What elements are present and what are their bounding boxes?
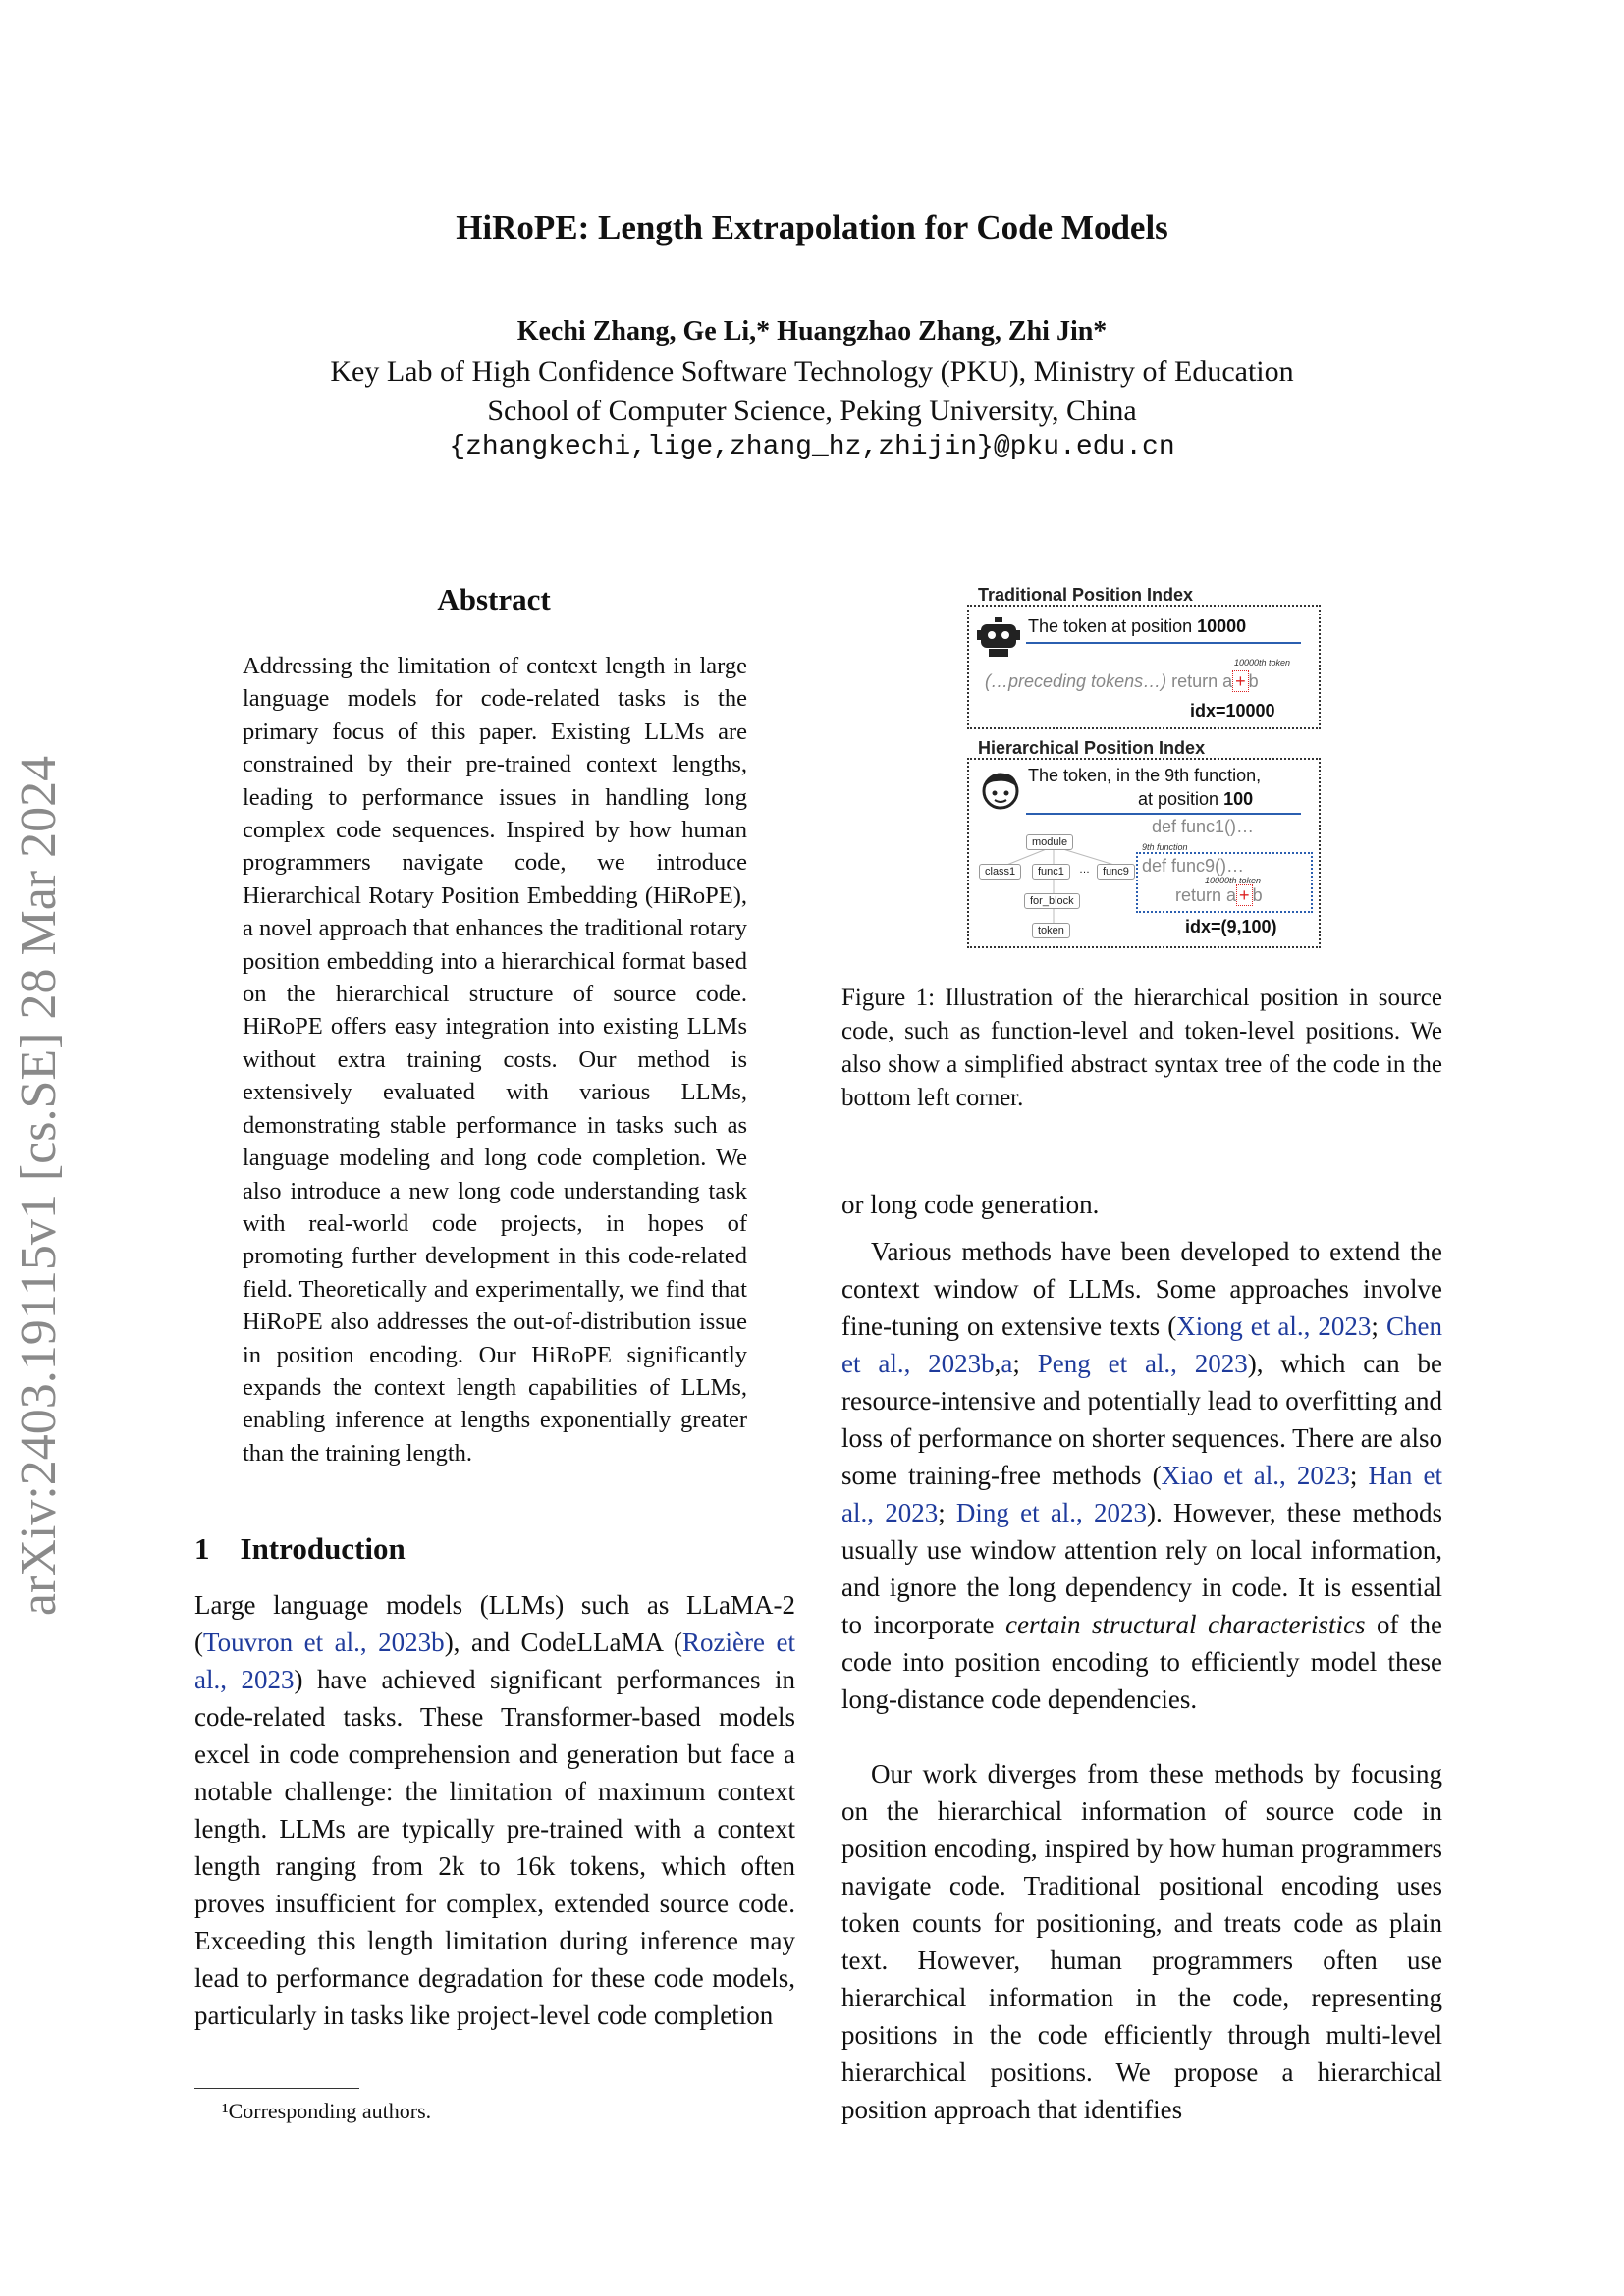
paper-title: HiRoPE: Length Extrapolation for Code Models (456, 208, 1168, 246)
citation-link[interactable]: Chen et al., 2023b (841, 1311, 1442, 1378)
introduction-paragraph: Large language models (LLMs) such as LLaMA-2 (Touvron et al., 2023b), and CodeLLaMA (Rozière et al., 2023) have achieved significant performances in code-related tasks. These Transformer-based models excel in code comprehension and generation but face a notable challenge: the limitation of maximum context length. LLMs are typically pre-trained with a context length ranging from 2k to 16k tokens, which often proves insufficient for complex, extended source code. Exceeding this length limitation during inference may lead to performance degradation for these code models, particularly in tasks like project-level code completion (194, 1590, 795, 2030)
col2-continuation: or long code generation. (841, 1190, 1100, 1219)
figure-1-caption: Figure 1: Illustration of the hierarchical position in source code, such as function-level and token-level positions. We also show a simplified abstract syntax tree of the code in the bottom left corner. (841, 985, 1442, 1111)
citation-link[interactable]: a (1001, 1349, 1013, 1378)
affiliation-2: School of Computer Science, Peking University, China (487, 395, 1137, 427)
ast-node-class1: class1 (979, 864, 1021, 880)
footnote: ¹Corresponding authors. (222, 2099, 432, 2123)
token-annotation: 10000th token (1205, 876, 1262, 885)
hierarchical-label: Hierarchical Position Index (978, 738, 1206, 758)
ast-node-for-block: for_block (1024, 893, 1080, 909)
col2-paragraph-2: Our work diverges from these methods by focusing on the hierarchical information of source code in position encoding, inspired by how human programmers navigate code. Traditional positional encoding uses token counts for positioning, and treats code as plain text. However, human programmers often use hierarchical information in the code, representing positions in the code efficiently through multi-level hierarchical positions. We propose a hierarchical position approach that identifies (841, 1759, 1442, 2124)
traditional-box (967, 605, 1321, 729)
hierarchical-text-1: The token, in the 9th function, (1028, 766, 1262, 785)
programmer-icon (979, 770, 1022, 811)
ast-node-ellipsis: … (1079, 864, 1090, 876)
citation-link[interactable]: Peng et al., 2023 (1037, 1349, 1248, 1378)
hierarchical-underline (1026, 813, 1301, 815)
hierarchical-index: idx=(9,100) (1185, 917, 1277, 936)
col2-paragraph-1: Various methods have been developed to extend the context window of LLMs. Some approaches involve fine-tuning on extensive texts (Xiong et al., 2023; Chen et al., 2023b,a; Peng et al., 2023), which can be resource-intensive and potentially lead to overfitting and loss of performance on shorter sequences. There are also some training-free methods (Xiao et al., 2023; Han et al., 2023; Ding et al., 2023). However, these methods usually use window attention rely on local information, and ignore the long dependency in code. It is essential to incorporate certain structural characteristics of the code into position encoding to efficiently model these long-distance code dependencies. (841, 1237, 1443, 1714)
code-return-line: return a + b (1175, 885, 1263, 905)
citation-link[interactable]: Rozière et al., 2023 (194, 1628, 795, 1694)
ast-node-func1: func1 (1032, 864, 1070, 880)
citation-link[interactable]: Han et al., 2023 (841, 1461, 1442, 1527)
ast-node-func9: func9 (1097, 864, 1135, 880)
author-list: Kechi Zhang, Ge Li,* Huangzhao Zhang, Zhi Jin* (516, 316, 1108, 347)
abstract-text: Addressing the limitation of context length in large language models for code-related tasks is the primary focus of this paper. Existing LLMs are constrained by their pre-trained context lengths, leading to performance issues in handling long complex code sequences. Inspired by how human programmers navigate code, we introduce Hierarchical Rotary Position Embedding (HiRoPE), a novel approach that enhances the traditional rotary position embedding into a hierarchical format based on the hierarchical structure of source code. HiRoPE offers easy integration into existing LLMs without extra training costs. Our method is extensively evaluated with various LLMs, demonstrating stable performance in tasks such as language modeling and long code completion. We also introduce a new long code understanding task with real-world code projects, in hopes of promoting further development in this code-related field. Theoretically and experimentally, we find that HiRoPE also addresses the out-of-distribution issue in position encoding. Our HiRoPE significantly expands the context length capabilities of LLMs, enabling inference at lengths exponentially greater than the training length. (243, 653, 747, 1467)
ast-node-token: token (1032, 923, 1070, 938)
citation-link[interactable]: Xiong et al., 2023 (1176, 1311, 1372, 1341)
traditional-index: idx=10000 (1190, 701, 1275, 721)
traditional-code-line: (…preceding tokens…) return a + b (985, 671, 1259, 691)
hierarchical-box (967, 758, 1321, 948)
code-def-func9: def func9()… (1142, 856, 1245, 876)
arxiv-identifier: arXiv:2403.19115v1 [cs.SE] 28 Mar 2024 (11, 755, 67, 1617)
abstract-heading: Abstract (437, 582, 551, 616)
function-annotation: 9th function (1142, 842, 1188, 852)
hierarchical-text-2: at position 100 (1138, 789, 1254, 809)
author-emails: {zhangkechi,lige,zhang_hz,zhijin}@pku.edu.cn (449, 432, 1175, 462)
footnote-rule (194, 2088, 359, 2089)
figure-1 (962, 581, 1326, 954)
traditional-label: Traditional Position Index (978, 585, 1194, 605)
citation-link[interactable]: Touvron et al., 2023b (203, 1628, 445, 1657)
traditional-underline (1026, 642, 1301, 644)
ast-node-module: module (1026, 834, 1073, 850)
robot-icon (977, 616, 1020, 658)
citation-link[interactable]: Ding et al., 2023 (955, 1498, 1148, 1527)
token-annotation: 10000th token (1234, 658, 1291, 667)
citation-link[interactable]: Xiao et al., 2023 (1161, 1461, 1350, 1490)
code-def-func1: def func1()… (1152, 817, 1255, 836)
section-heading-introduction: 1 Introduction (194, 1531, 406, 1566)
affiliation-1: Key Lab of High Confidence Software Technology (PKU), Ministry of Education (330, 355, 1294, 388)
traditional-position-text: The token at position 10000 (1028, 616, 1247, 636)
